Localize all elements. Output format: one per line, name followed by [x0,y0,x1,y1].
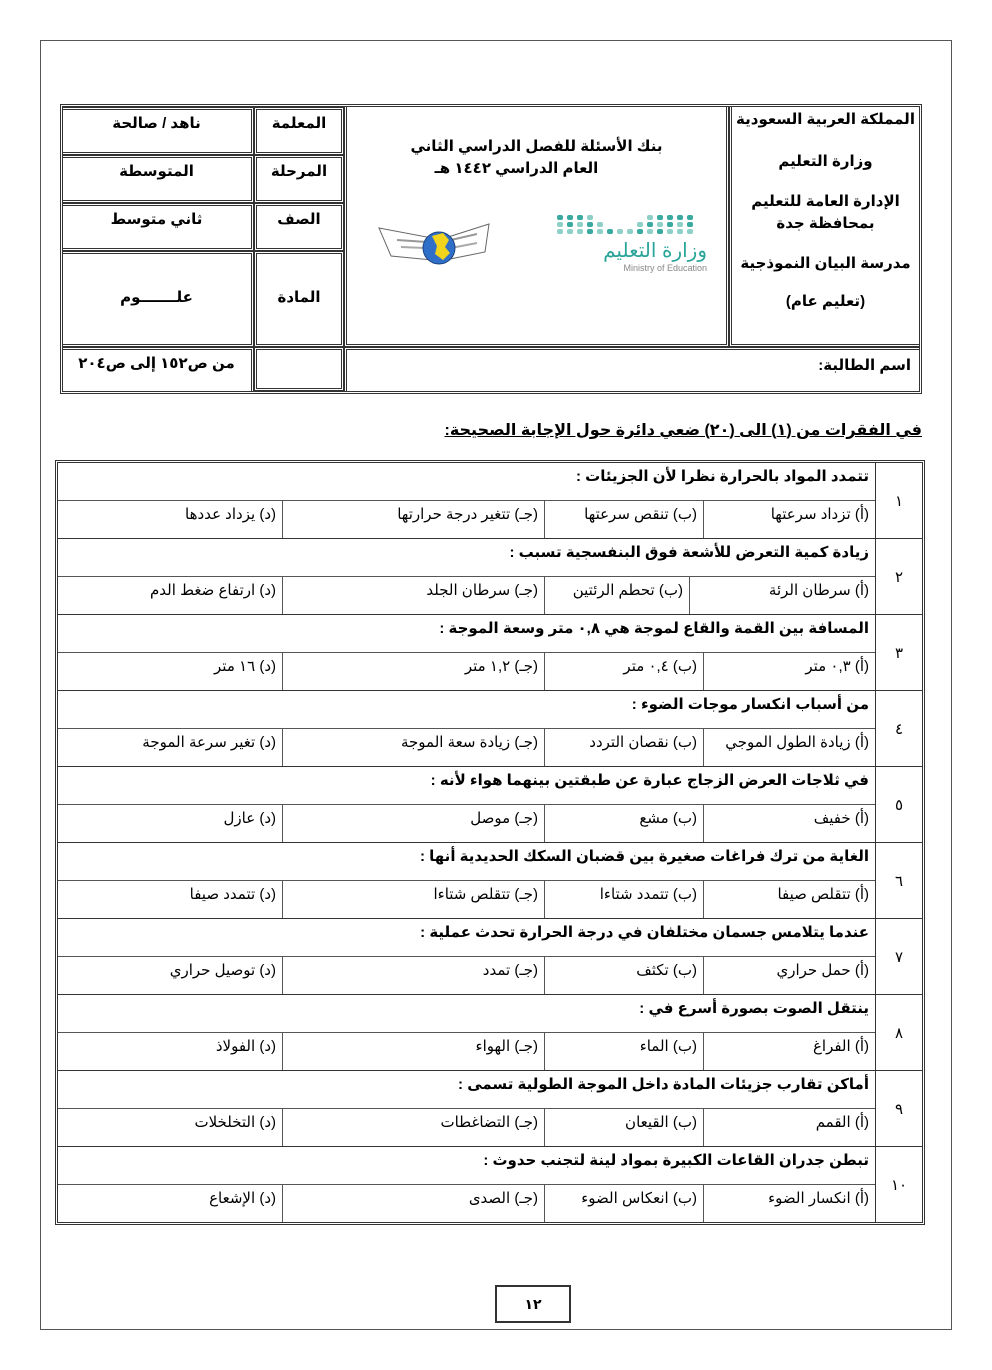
school-type: (تعليم عام) [785,293,866,310]
option-b[interactable]: (ب) تنقص سرعتها [544,501,703,538]
grade-value: ثاني متوسط [62,203,254,251]
option-b[interactable]: (ب) تكثف [544,957,703,994]
question-number: ٤ [875,691,922,766]
option-d[interactable]: (د) الفولاذ [215,1038,276,1055]
question-text: أماكن تقارب جزيئات المادة داخل الموجة الطولية تسمى : [58,1071,875,1109]
option-b[interactable]: (ب) مشع [544,805,703,842]
option-d[interactable]: (د) يزداد عددها [185,506,276,523]
option-c[interactable]: (جـ) موصل [282,805,544,842]
option-c[interactable]: (جـ) تتقلص شتاءا [282,881,544,918]
exam-title: بنك الأسئلة للفصل الدراسي الثاني [410,138,663,155]
directorate-name: الإدارة العامة للتعليم [751,193,900,210]
kingdom-name: المملكة العربية السعودية [736,111,915,128]
option-a[interactable]: (أ) الفراغ [703,1033,875,1070]
subject-value: علـــــــوم [62,251,254,347]
moe-english-name: Ministry of Education [623,263,707,273]
question-row [58,995,922,1071]
questions-table [55,460,925,1225]
question-text: ينتقل الصوت بصورة أسرع في : [58,995,875,1033]
question-number: ١ [875,463,922,538]
question-row [58,919,922,995]
option-a[interactable]: (أ) تتقلص صيفا [703,881,875,918]
question-number: ٧ [875,919,922,994]
pages-label [254,347,344,391]
school-name: مدرسة البيان النموذجية [740,255,911,272]
option-c[interactable]: (جـ) الصدى [282,1185,544,1222]
question-number: ٥ [875,767,922,842]
page-number: ١٢ [495,1285,571,1323]
option-d[interactable]: (د) ارتفاع ضغط الدم [150,582,276,599]
option-c[interactable]: (جـ) زيادة سعة الموجة [282,729,544,766]
option-d[interactable]: (د) التخلخلات [194,1114,276,1131]
instructions: في الفقرات من (١) الى (٢٠) ضعي دائرة حول الإجابة الصحيحة: [444,422,922,439]
option-a[interactable]: (أ) حمل حراري [703,957,875,994]
option-d[interactable]: (د) تتمدد صيفا [189,886,276,903]
question-text: في ثلاجات العرض الزجاج عبارة عن طبقتين بينهما هواء لأنه : [58,767,875,805]
option-d[interactable]: (د) تغير سرعة الموجة [142,734,276,751]
question-text: عندما يتلامس جسمان مختلفان في درجة الحرارة تحدث عملية : [58,919,875,957]
option-d[interactable]: (د) الإشعاع [209,1190,276,1207]
question-row [58,1147,922,1222]
question-row [58,767,922,843]
teacher-value: ناهد / صالحة [62,107,254,155]
question-text: تبطن جدران القاعات الكبيرة بمواد لينة لتجنب حدوث : [58,1147,875,1185]
question-number: ١٠ [875,1147,922,1222]
question-text: من أسباب انكسار موجات الضوء : [58,691,875,729]
option-c[interactable]: (جـ) الهواء [282,1033,544,1070]
option-c[interactable]: (جـ) ١,٢ متر [282,653,544,690]
option-d[interactable]: (د) عازل [223,810,276,827]
question-text: المسافة بين القمة والقاع لموجة هي ٠,٨ متر وسعة الموجة : [58,615,875,653]
question-row [58,463,922,539]
option-a[interactable]: (أ) ٠,٣ متر [703,653,875,690]
option-b[interactable]: (ب) القيعان [544,1109,703,1146]
province-name: بمحافظة جدة [776,215,875,232]
option-b[interactable]: (ب) تحطم الرئتين [544,577,689,614]
question-text: الغاية من ترك فراغات صغيرة بين قضبان السكك الحديدية أنها : [58,843,875,881]
question-number: ٣ [875,615,922,690]
option-c[interactable]: (جـ) تمدد [282,957,544,994]
option-b[interactable]: (ب) نقصان التردد [544,729,703,766]
moe-arabic-name: وزارة التعليم [603,240,707,262]
teacher-label: المعلمة [254,107,344,155]
option-a[interactable]: (أ) خفيف [703,805,875,842]
exam-header [60,104,922,394]
question-row [58,691,922,767]
option-a[interactable]: (أ) سرطان الرئة [689,577,875,614]
question-text: تتمدد المواد بالحرارة نظرا لأن الجزيئات : [58,463,875,501]
option-c[interactable]: (جـ) تتغير درجة حرارتها [282,501,544,538]
question-row [58,843,922,919]
question-row [58,1071,922,1147]
option-d[interactable]: (د) ١٦ متر [214,658,276,675]
subject-label: المادة [254,251,344,347]
option-b[interactable]: (ب) ٠,٤ متر [544,653,703,690]
logos [377,215,717,285]
option-a[interactable]: (أ) انكسار الضوء [703,1185,875,1222]
option-a[interactable]: (أ) القمم [703,1109,875,1146]
question-row [58,615,922,691]
question-number: ٨ [875,995,922,1070]
option-c[interactable]: (جـ) التضاغطات [282,1109,544,1146]
academic-year: العام الدراسي ١٤٤٢ هـ [434,160,599,177]
grade-label: الصف [254,203,344,251]
school-globe-logo [377,220,492,268]
option-b[interactable]: (ب) انعكاس الضوء [544,1185,703,1222]
question-number: ٢ [875,539,922,614]
ministry-name: وزارة التعليم [778,153,873,170]
question-number: ٦ [875,843,922,918]
stage-label: المرحلة [254,155,344,203]
question-text: زيادة كمية التعرض للأشعة فوق البنفسجية تسبب : [58,539,875,577]
option-d[interactable]: (د) توصيل حراري [169,962,276,979]
option-a[interactable]: (أ) زيادة الطول الموجي [703,729,875,766]
option-b[interactable]: (ب) الماء [544,1033,703,1070]
question-number: ٩ [875,1071,922,1146]
question-row [58,539,922,615]
student-name-field[interactable] [344,347,919,391]
moe-dots-icon [557,215,707,234]
option-b[interactable]: (ب) تتمدد شتاءا [544,881,703,918]
organization-block [729,107,919,347]
pages-range: من ص١٥٢ إلى ص٢٠٤ [62,347,254,391]
stage-value: المتوسطة [62,155,254,203]
student-name-label: اسم الطالبة: [818,357,911,374]
option-c[interactable]: (جـ) سرطان الجلد [282,577,544,614]
title-block [344,107,729,347]
option-a[interactable]: (أ) تزداد سرعتها [703,501,875,538]
ministry-of-education-logo [557,215,707,285]
